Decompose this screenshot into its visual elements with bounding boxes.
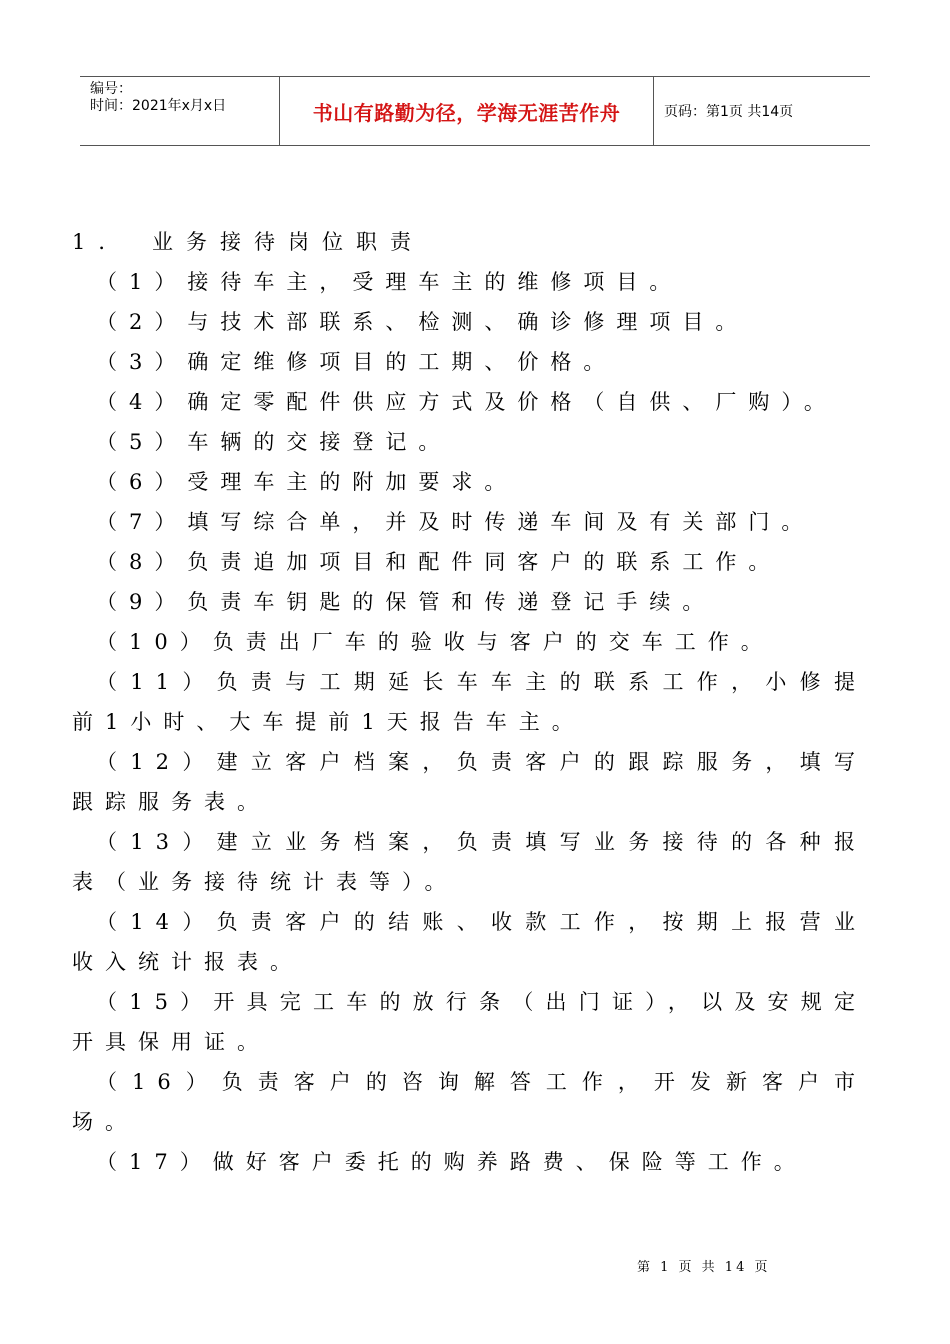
list-item: （12）建立客户档案，负责客户的跟踪服务，填写跟踪服务表。 [72,750,867,814]
list-item: （16）负责客户的咨询解答工作，开发新客户市场。 [72,1070,867,1134]
list-item: （2）与技术部联系、检测、确诊修理项目。 [96,310,749,334]
list-item: （1）接待车主，受理车主的维修项目。 [96,270,683,294]
list-item: （9）负责车钥匙的保管和传递登记手续。 [96,590,716,614]
list-item: （7）填写综合单，并及时传递车间及有关部门。 [96,510,815,534]
list-item: （17）做好客户委托的购养路费、保险等工作。 [96,1150,807,1174]
list-item: （3）确定维修项目的工期、价格。 [96,350,617,374]
list-item: （10）负责出厂车的验收与客户的交车工作。 [96,630,774,654]
page-footer: 第 1 页 共 14 页 [637,1260,771,1275]
list-item: （5）车辆的交接登记。 [96,430,452,454]
header-page-info: 页码：第1页 共14页 [664,104,794,120]
list-item: （8）负责追加项目和配件同客户的联系工作。 [96,550,782,574]
list-item: （11）负责与工期延长车车主的联系工作，小修提前1小时、大车提前1天报告车主。 [72,670,867,734]
header-meta-cell [80,77,280,145]
document-body [72,222,867,1182]
document-date: 时间：2021年x月x日 [90,98,227,114]
header-motto: 书山有路勤为径，学海无涯苦作舟 [280,77,654,145]
list-item: （13）建立业务档案，负责填写业务接待的各种报表（业务接待统计表等）。 [72,830,867,894]
document-header [80,76,870,146]
list-item: （14）负责客户的结账、收款工作，按期上报营业收入统计报表。 [72,910,867,974]
list-item: （15）开具完工车的放行条（出门证），以及安规定开具保用证。 [72,990,867,1054]
list-item: （6）受理车主的附加要求。 [96,470,518,494]
list-item: （4）确定零配件供应方式及价格（自供、厂购）。 [96,390,837,414]
document-number: 编号： [90,81,132,97]
section-title: 1． 业务接待岗位职责 [72,230,425,254]
